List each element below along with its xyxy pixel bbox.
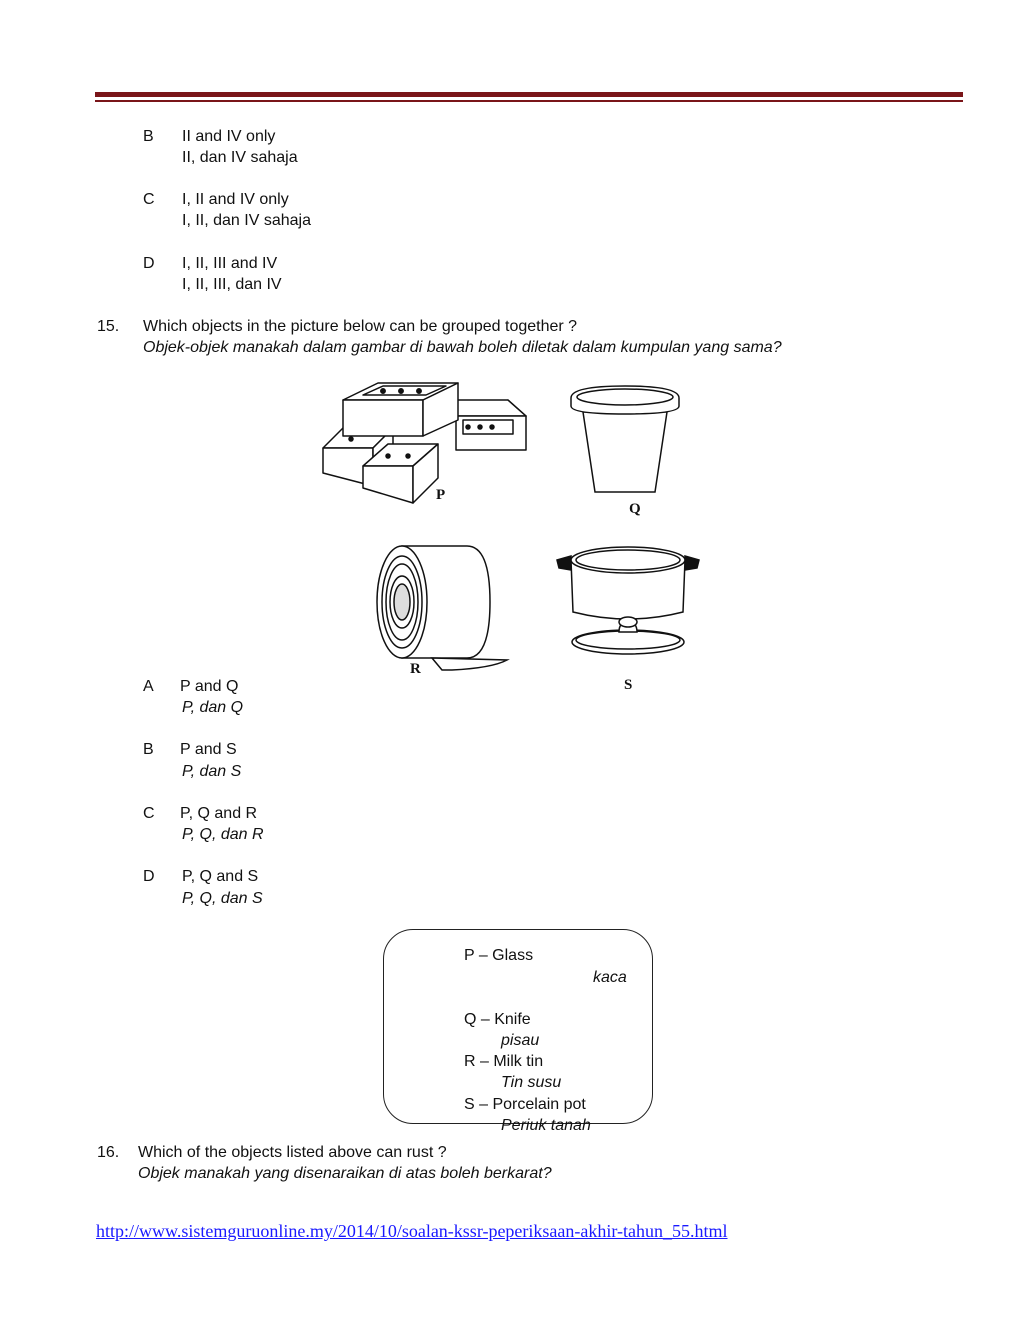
prev-option-letter-c: C xyxy=(143,191,155,208)
figure-label-q: Q xyxy=(629,501,641,517)
q15-option-c-ms: P, Q, dan R xyxy=(182,826,264,843)
legend-item-s-en: S – Porcelain pot xyxy=(464,1096,586,1113)
legend-item-p-ms: kaca xyxy=(593,969,627,986)
source-url-link[interactable]: http://www.sistemguruonline.my/2014/10/soalan-kssr-peperiksaan-akhir-tahun_55.html xyxy=(96,1221,728,1241)
q15-option-letter-a: A xyxy=(143,678,154,695)
header-rule-thin xyxy=(95,100,963,102)
legend-item-r-ms: Tin susu xyxy=(501,1074,562,1091)
prev-option-c-ms: I, II, dan IV sahaja xyxy=(182,212,311,229)
q16-question-en: Which of the objects listed above can rust ? xyxy=(138,1144,447,1161)
q15-option-b-en: P and S xyxy=(180,741,237,758)
prev-option-c-en: I, II and IV only xyxy=(182,191,289,208)
q15-option-d-en: P, Q and S xyxy=(182,868,259,885)
prev-option-letter-d: D xyxy=(143,255,155,272)
q15-option-a-en: P and Q xyxy=(180,678,239,695)
legend-item-s-ms: Periuk tanah xyxy=(501,1117,591,1134)
q15-option-letter-d: D xyxy=(143,868,155,885)
q15-option-b-ms: P, dan S xyxy=(182,763,242,780)
q15-question-ms: Objek-objek manakah dalam gambar di bawah boleh diletak dalam kumpulan yang sama? xyxy=(143,339,782,356)
q16-number: 16. xyxy=(97,1144,120,1161)
prev-option-d-ms: I, II, III, dan IV xyxy=(182,276,282,293)
legend-item-r-en: R – Milk tin xyxy=(464,1053,544,1070)
q15-option-letter-b: B xyxy=(143,741,154,758)
flower-pot-icon xyxy=(565,382,685,500)
bricks-icon xyxy=(318,378,533,508)
q16-question-ms: Objek manakah yang disenaraikan di atas boleh berkarat? xyxy=(138,1165,552,1182)
figure-label-p: P xyxy=(436,487,446,503)
q15-option-a-ms: P, dan Q xyxy=(182,699,244,716)
legend-item-q-ms: pisau xyxy=(501,1032,540,1049)
prev-option-letter-b: B xyxy=(143,128,154,145)
header-rule-thick xyxy=(95,92,963,97)
prev-option-b-ms: II, dan IV sahaja xyxy=(182,149,298,166)
legend-item-q-en: Q – Knife xyxy=(464,1011,531,1028)
prev-option-b-en: II and IV only xyxy=(182,128,276,145)
q15-option-letter-c: C xyxy=(143,805,155,822)
figure-label-r: R xyxy=(410,661,421,677)
q15-number: 15. xyxy=(97,318,120,335)
q15-option-c-en: P, Q and R xyxy=(180,805,258,822)
cooking-pot-icon xyxy=(553,542,703,672)
q15-option-d-ms: P, Q, dan S xyxy=(182,890,263,907)
figure-label-s: S xyxy=(624,677,633,693)
prev-option-d-en: I, II, III and IV xyxy=(182,255,278,272)
tape-roll-icon xyxy=(372,542,512,672)
q15-question-en: Which objects in the picture below can be grouped together ? xyxy=(143,318,578,335)
legend-item-p-en: P – Glass xyxy=(464,947,534,964)
